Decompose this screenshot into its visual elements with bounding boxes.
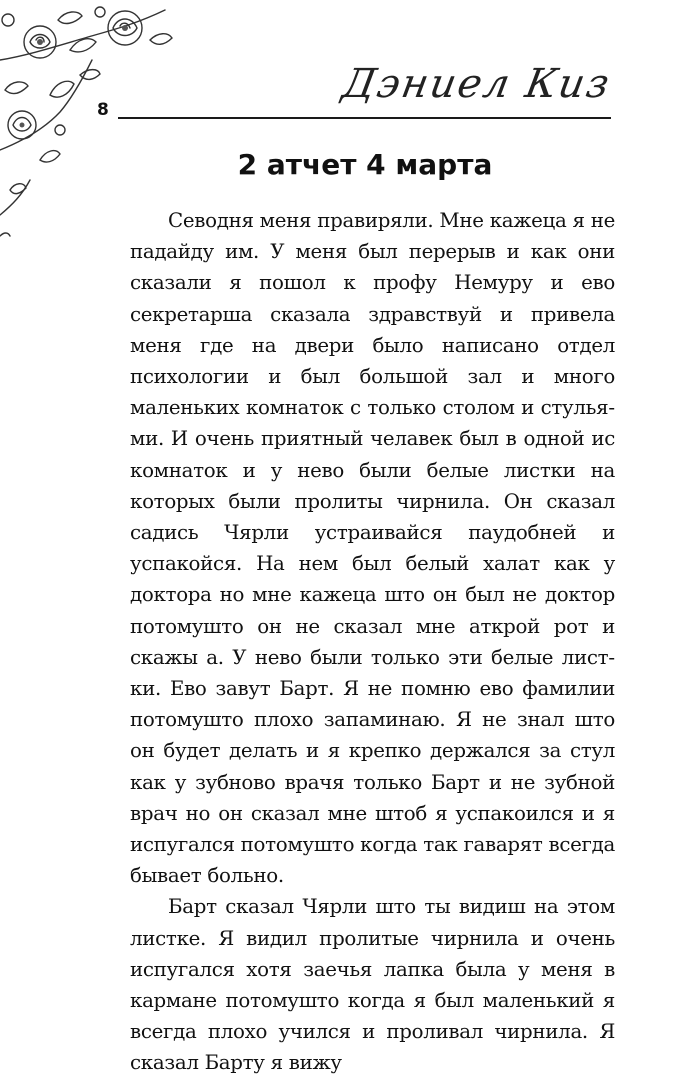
header-rule [118,117,611,119]
chapter-title: 2 атчет 4 марта [237,148,493,181]
running-header-author: Дэниел Киз [338,61,615,107]
paragraph: Севодня меня правиряли. Мне кажеца я не падайду им. У меня был перерыв и как они сказали я пошол к профу Немуру и ево секретарша сказала здравствуй и привела меня где на двери было написано отдел психологии и был большой зал и много маленьких комнаток с только столом и стульями. И очень приятный челавек был в одной ис комнаток и у нево были белые листки на которых были пролиты чирнила. Он сказал садись Чярли устраивайся паудобней и успакойся. На нем был белый халат как у доктора но мне кажеца што он был не доктор потомушто он не сказал мне аткрой рот и скажы а. У нево были только эти белые листки. Ево завут Барт. Я не помню ево фамилии потомушто плохо запаминаю. Я не знал што он будет делать и я крепко держался за стул как у зубново врачя только Барт и не зубной врач но он сказал мне штоб я успакоился и я испугался потомушто когда так гаварят всегда бывает больно. [130,209,615,888]
body-text [130,205,615,1079]
paragraph: Барт сказал Чярли што ты видиш на этом листке. Я видил пролитые чирнила и очень испугался хотя заечья лапка была у меня в кармане потомушто когда я был маленький я всегда плохо учился и проливал чирнила. Я сказал Барту я вижу [130,895,615,1075]
page-number: 8 [97,100,109,120]
